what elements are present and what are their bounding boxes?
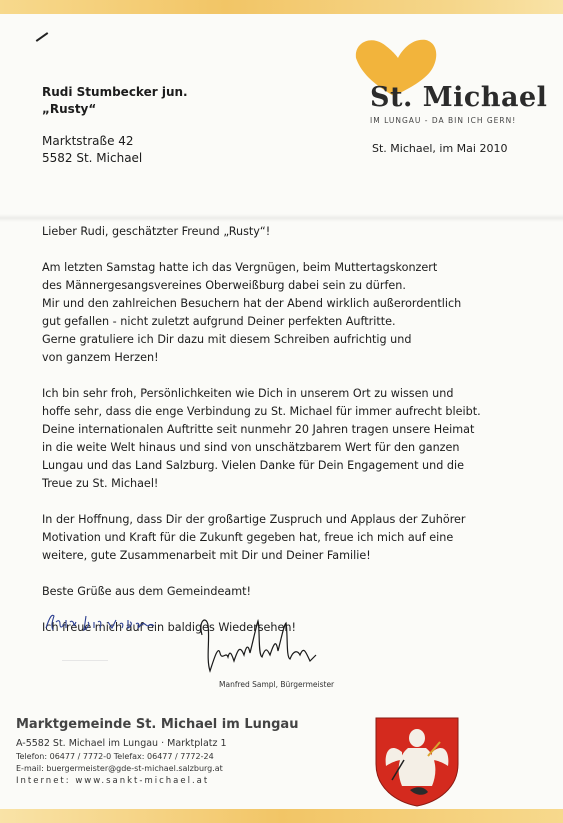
- top-decorative-band: [0, 0, 563, 14]
- paragraph-line: des Männergesangsvereines Oberweißburg dabei sein zu dürfen.: [42, 279, 406, 292]
- bottom-decorative-band: [0, 809, 563, 823]
- pen-mark: [36, 32, 49, 42]
- paragraph-line: Mir und den zahlreichen Besuchern hat der Abend wirklich außerordentlich: [42, 297, 462, 310]
- footer-address: A-5582 St. Michael im Lungau · Marktplatz 1: [16, 738, 227, 749]
- letter-date: St. Michael, im Mai 2010: [372, 142, 508, 155]
- footer-organization: Marktgemeinde St. Michael im Lungau: [16, 717, 299, 732]
- paragraph-line: Treue zu St. Michael!: [42, 477, 159, 490]
- recipient-address: [42, 84, 188, 167]
- recipient-nickname: „Rusty“: [42, 102, 97, 116]
- footer-phone: Telefon: 06477 / 7772-0 Telefax: 06477 / 7772-24: [16, 752, 214, 761]
- paragraph-line: von ganzem Herzen!: [42, 351, 159, 364]
- paragraph-line: Deine internationalen Auftritte seit nunmehr 20 Jahren tragen unsere Heimat: [42, 423, 475, 436]
- paragraph-line: Lungau und das Land Salzburg. Vielen Danke für Dein Engagement und die: [42, 459, 464, 472]
- footer-email: E-mail: buergermeister@gde-st-michael.salzburg.at: [16, 764, 223, 773]
- paragraph-line: in die weite Welt hinaus und sind von unschätzbarem Wert für den ganzen: [42, 441, 460, 454]
- paragraph-line: weitere, gute Zusammenarbeit mit Dir und Deiner Familie!: [42, 549, 371, 562]
- logo-name: St. Michael: [370, 82, 548, 113]
- recipient-name: Rudi Stumbecker jun.: [42, 85, 188, 99]
- mayor-signature: [192, 615, 322, 681]
- greeting: Beste Grüße aus dem Gemeindeamt!: [42, 585, 251, 598]
- faint-stamp-line: [62, 660, 108, 661]
- salutation: Lieber Rudi, geschätzter Freund „Rusty“!: [42, 225, 271, 238]
- closing: Ich freue mich auf ein baldiges Wiedersehen!: [42, 621, 296, 634]
- paragraph-line: Am letzten Samstag hatte ich das Vergnügen, beim Muttertagskonzert: [42, 261, 438, 274]
- coat-of-arms-icon: [372, 716, 462, 808]
- logo-tagline: IM LUNGAU - DA BIN ICH GERN!: [370, 116, 517, 125]
- recipient-city: 5582 St. Michael: [42, 151, 143, 165]
- footer-website: Internet: www.sankt-michael.at: [16, 776, 210, 786]
- paragraph-line: Motivation und Kraft für die Zukunft gegeben hat, freue ich mich auf eine: [42, 531, 454, 544]
- paper-fold: [0, 214, 563, 222]
- municipal-logo: [350, 36, 548, 136]
- letterhead-footer: [16, 716, 298, 788]
- paragraph-line: hoffe sehr, dass die enge Verbindung zu St. Michael für immer aufrecht bleibt.: [42, 405, 481, 418]
- paragraph-line: In der Hoffnung, dass Dir der großartige Zuspruch und Applaus der Zuhörer: [42, 513, 466, 526]
- paragraph-line: Ich bin sehr froh, Persönlichkeiten wie Dich in unserem Ort zu wissen und: [42, 387, 454, 400]
- paragraph-line: Gerne gratuliere ich Dir dazu mit diesem Schreiben aufrichtig und: [42, 333, 412, 346]
- signature-caption: Manfred Sampl, Bürgermeister: [219, 680, 335, 689]
- handwritten-note: [42, 608, 162, 636]
- recipient-street: Marktstraße 42: [42, 134, 134, 148]
- paragraph-line: gut gefallen - nicht zuletzt aufgrund Deiner perfekten Auftritte.: [42, 315, 396, 328]
- letter-body: [42, 223, 542, 637]
